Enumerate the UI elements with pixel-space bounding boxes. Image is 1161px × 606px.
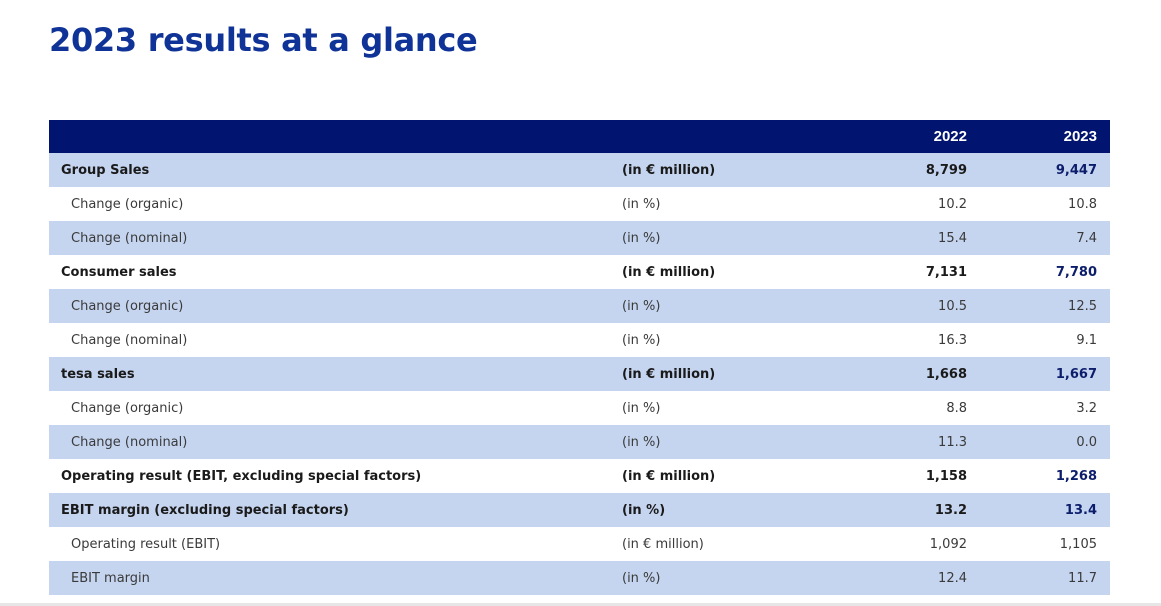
row-label: tesa sales (61, 366, 135, 382)
row-value-2022: 8.8 (946, 400, 967, 416)
row-unit: (in %) (622, 570, 661, 586)
table-body (49, 153, 1110, 595)
row-value-2022: 1,668 (925, 366, 967, 382)
row-label: Group Sales (61, 162, 150, 178)
row-value-2023: 11.7 (1068, 570, 1097, 586)
table-row (49, 561, 1110, 595)
row-label: Change (organic) (71, 400, 184, 416)
row-value-2022: 1,092 (929, 536, 967, 552)
table-row (49, 425, 1110, 459)
row-label: Change (organic) (71, 298, 184, 314)
row-unit: (in %) (622, 332, 661, 348)
row-value-2023: 7,780 (1055, 264, 1097, 280)
table-row (49, 357, 1110, 391)
row-label: Change (nominal) (71, 230, 188, 246)
results-table-wrapper (49, 120, 1110, 595)
row-unit: (in € million) (622, 162, 716, 178)
row-value-2022: 13.2 (934, 502, 967, 518)
row-label: Consumer sales (61, 264, 177, 280)
row-label: EBIT margin (71, 570, 150, 586)
row-unit: (in %) (622, 196, 661, 212)
table-row (49, 527, 1110, 561)
row-unit: (in %) (622, 400, 661, 416)
row-value-2023: 9,447 (1055, 162, 1097, 178)
row-value-2022: 8,799 (925, 162, 967, 178)
row-value-2022: 16.3 (938, 332, 967, 348)
row-unit: (in %) (622, 298, 661, 314)
row-value-2023: 7.4 (1076, 230, 1097, 246)
row-label: Operating result (EBIT, excluding special factors) (61, 468, 422, 484)
row-label: Change (nominal) (71, 434, 188, 450)
row-unit: (in € million) (622, 264, 716, 280)
page-title: 2023 results at a glance (49, 21, 478, 59)
table-row (49, 187, 1110, 221)
row-value-2023: 9.1 (1076, 332, 1097, 348)
row-value-2022: 12.4 (938, 570, 967, 586)
table-row (49, 221, 1110, 255)
results-table (49, 120, 1110, 595)
row-value-2023: 10.8 (1068, 196, 1097, 212)
row-unit: (in %) (622, 502, 666, 518)
header-year-2023: 2023 (1063, 128, 1097, 145)
row-value-2022: 1,158 (925, 468, 967, 484)
table-row (49, 255, 1110, 289)
row-value-2022: 10.5 (938, 298, 967, 314)
header-unit-column (610, 120, 850, 153)
row-value-2023: 0.0 (1076, 434, 1097, 450)
row-value-2023: 1,105 (1059, 536, 1097, 552)
row-value-2023: 1,667 (1055, 366, 1097, 382)
row-value-2023: 1,268 (1055, 468, 1097, 484)
row-label: Change (organic) (71, 196, 184, 212)
row-unit: (in € million) (622, 366, 716, 382)
row-label: Operating result (EBIT) (71, 536, 221, 552)
row-value-2022: 7,131 (925, 264, 967, 280)
row-label: EBIT margin (excluding special factors) (61, 502, 349, 518)
row-unit: (in € million) (622, 468, 716, 484)
row-value-2022: 11.3 (938, 434, 967, 450)
header-year-2022: 2022 (933, 128, 967, 145)
row-unit: (in € million) (622, 536, 704, 552)
table-row (49, 153, 1110, 187)
table-row (49, 493, 1110, 527)
header-label-column (49, 120, 610, 153)
row-value-2022: 15.4 (938, 230, 967, 246)
table-row (49, 391, 1110, 425)
row-label: Change (nominal) (71, 332, 188, 348)
table-row (49, 323, 1110, 357)
row-value-2022: 10.2 (938, 196, 967, 212)
row-value-2023: 3.2 (1076, 400, 1097, 416)
table-row (49, 459, 1110, 493)
row-value-2023: 13.4 (1064, 502, 1097, 518)
row-value-2023: 12.5 (1068, 298, 1097, 314)
table-header-row (49, 120, 1110, 153)
row-unit: (in %) (622, 230, 661, 246)
row-unit: (in %) (622, 434, 661, 450)
table-row (49, 289, 1110, 323)
